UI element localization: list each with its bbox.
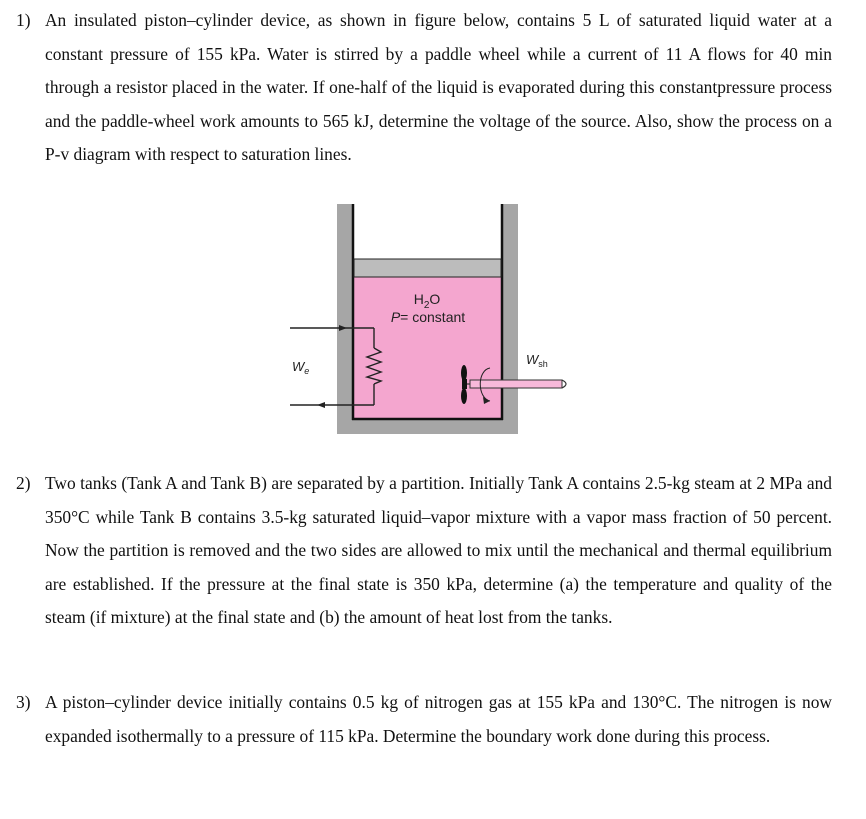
pressure-label: P= constant: [390, 309, 466, 325]
problem-1: [16, 4, 832, 172]
problem-number: 1): [16, 10, 31, 30]
fluid-label: $H_2O$: [413, 291, 441, 311]
wire-out-arrow-icon: [317, 402, 325, 408]
paddle-hub: [462, 379, 467, 389]
problem-text: An insulated piston–cylinder device, as shown in figure below, contains 5 L of saturated liquid water at a constant pressure of 155 kPa. Water is stirred by a paddle wheel while a current of 11 A flows for 40 min through a resistor placed in the water. If one-half of the liquid is evaporated during this constantpressure process and the paddle-wheel work amounts to 565 kJ, determine the voltage of the source. Also, show the process on a P-v diagram with respect to saturation lines.: [45, 10, 832, 164]
problem-3: [16, 686, 832, 753]
electric-work-label: $W_e$: [292, 359, 310, 376]
problem-text: A piston–cylinder device initially contains 0.5 kg of nitrogen gas at 155 kPa and 130°C. The nitrogen is now expanded isothermally to a pressure of 115 kPa. Determine the boundary work done during this process.: [45, 692, 832, 746]
insulation-right-wall: [502, 204, 518, 434]
problem-2: [16, 467, 832, 635]
insulation-bottom: [337, 420, 518, 434]
paddle-blade-bottom: [461, 388, 467, 404]
insulation-left-wall: [337, 204, 353, 434]
shaft-work-label: $W_{sh}$: [526, 352, 548, 369]
piston: [354, 259, 501, 277]
shaft-end: [562, 380, 566, 388]
problem-number: 2): [16, 473, 31, 493]
piston-cylinder-figure: [280, 198, 580, 438]
paddle-blade-top: [461, 365, 467, 381]
paddle-shaft: [470, 380, 562, 388]
problem-text: Two tanks (Tank A and Tank B) are separated by a partition. Initially Tank A contains 2.5-kg steam at 2 MPa and 350°C while Tank B contains 3.5-kg saturated liquid–vapor mixture with a vapor mass fraction of 50 percent. Now the partition is removed and the two sides are allowed to mix until the mechanical and thermal equilibrium are established. If the pressure at the final state is 350 kPa, determine (a) the temperature and quality of the steam (if mixture) at the final state and (b) the amount of heat lost from the tanks.: [45, 473, 832, 627]
problem-number: 3): [16, 692, 31, 712]
